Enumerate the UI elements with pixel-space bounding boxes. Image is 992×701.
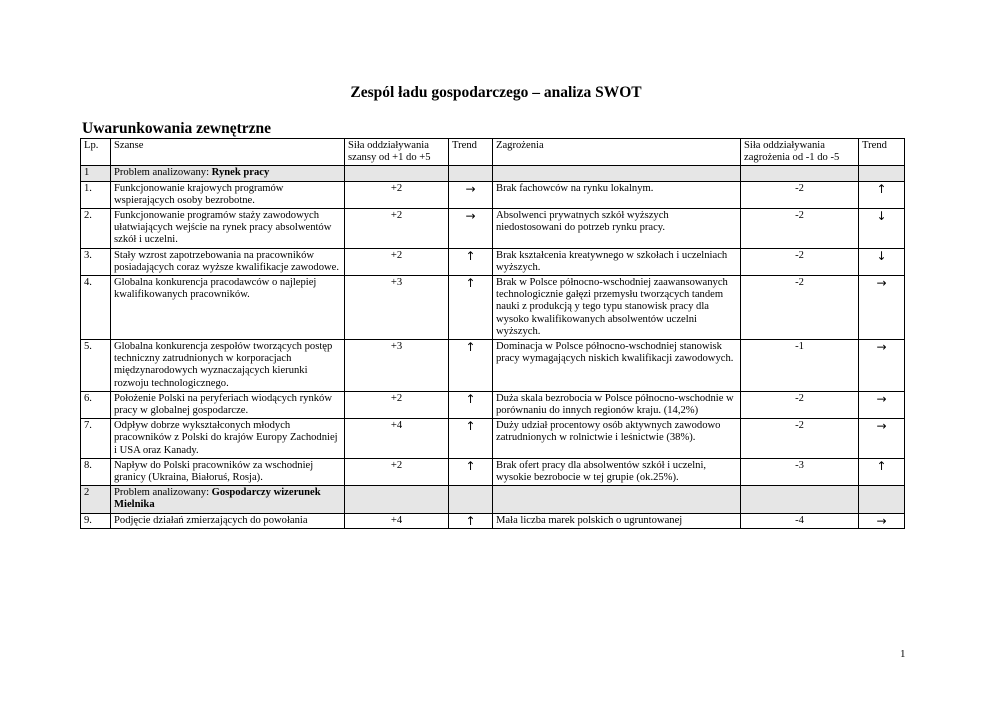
trend-arrow-icon: ↑ (449, 276, 493, 340)
table-row (81, 340, 905, 392)
table-row (81, 419, 905, 459)
table-row (81, 458, 905, 485)
row-sila-zagrozenia: -2 (741, 276, 859, 340)
header-szanse: Szanse (111, 139, 345, 166)
trend-arrow-icon: ↑ (449, 391, 493, 418)
trend-arrow-icon: → (859, 419, 905, 459)
problem-empty-cell (493, 166, 741, 181)
row-szansa: Odpływ dobrze wykształconych młodych pracowników z Polski do krajów Europy Zachodniej i USA oraz Kanady. (111, 419, 345, 459)
row-sila-szansy: +2 (345, 458, 449, 485)
row-sila-szansy: +4 (345, 513, 449, 528)
row-zagrozenie: Mała liczba marek polskich o ugruntowanej (493, 513, 741, 528)
row-lp: 5. (81, 340, 111, 392)
row-szansa: Globalna konkurencja pracodawców o najlepiej kwalifikowanych pracowników. (111, 276, 345, 340)
document-title: Zespól ładu gospodarczego – analiza SWOT (350, 84, 642, 101)
trend-arrow-icon: ↓ (859, 248, 905, 275)
row-szansa: Funkcjonowanie krajowych programów wspierających osoby bezrobotne. (111, 181, 345, 208)
trend-arrow-icon: → (449, 181, 493, 208)
row-lp: 8. (81, 458, 111, 485)
problem-label: Problem analizowany: Rynek pracy (111, 166, 345, 181)
row-sila-szansy: +4 (345, 419, 449, 459)
problem-row (81, 486, 905, 513)
section-heading: Uwarunkowania zewnętrzne (82, 120, 271, 137)
problem-empty-cell (449, 166, 493, 181)
row-lp: 7. (81, 419, 111, 459)
row-szansa: Stały wzrost zapotrzebowania na pracowników posiadających coraz wyższe kwalifikacje zawodowe. (111, 248, 345, 275)
problem-empty-cell (345, 486, 449, 513)
row-zagrozenie: Brak kształcenia kreatywnego w szkołach i uczelniach wyższych. (493, 248, 741, 275)
problem-empty-cell (345, 166, 449, 181)
row-sila-szansy: +2 (345, 248, 449, 275)
header-sila-szansy: Siła oddziaływania szansy od +1 do +5 (345, 139, 449, 166)
row-lp: 3. (81, 248, 111, 275)
table-row (81, 276, 905, 340)
table-header-row (81, 139, 905, 166)
row-sila-zagrozenia: -2 (741, 181, 859, 208)
row-lp: 9. (81, 513, 111, 528)
trend-arrow-icon: ↑ (859, 458, 905, 485)
problem-empty-cell (859, 486, 905, 513)
problem-number: 2 (81, 486, 111, 513)
row-sila-szansy: +3 (345, 276, 449, 340)
swot-table (80, 138, 905, 529)
row-lp: 1. (81, 181, 111, 208)
row-sila-szansy: +2 (345, 209, 449, 249)
row-lp: 2. (81, 209, 111, 249)
row-szansa: Napływ do Polski pracowników za wschodniej granicy (Ukraina, Białoruś, Rosja). (111, 458, 345, 485)
row-lp: 6. (81, 391, 111, 418)
table-row (81, 209, 905, 249)
row-sila-zagrozenia: -1 (741, 340, 859, 392)
row-szansa: Globalna konkurencja zespołów tworzących postęp techniczny zatrudnionych w korporacjach międzynarodowych wyznaczających kierunki rozwoju technologicznego. (111, 340, 345, 392)
trend-arrow-icon: ↓ (859, 209, 905, 249)
row-sila-szansy: +3 (345, 340, 449, 392)
problem-name: Rynek pracy (211, 167, 270, 179)
trend-arrow-icon: ↑ (449, 458, 493, 485)
problem-row (81, 166, 905, 181)
trend-arrow-icon: ↑ (449, 513, 493, 528)
header-trend-zagrozenia: Trend (859, 139, 905, 166)
problem-empty-cell (493, 486, 741, 513)
row-sila-zagrozenia: -2 (741, 248, 859, 275)
row-sila-zagrozenia: -2 (741, 391, 859, 418)
row-zagrozenie: Duży udział procentowy osób aktywnych zawodowo zatrudnionych w rolnictwie i leśnictwie (38%). (493, 419, 741, 459)
problem-label: Problem analizowany: Gospodarczy wizerunek Mielnika (111, 486, 345, 513)
header-sila-zagrozenia: Siła oddziaływania zagrożenia od -1 do -5 (741, 139, 859, 166)
trend-arrow-icon: → (449, 209, 493, 249)
trend-arrow-icon: ↑ (449, 248, 493, 275)
header-zagrozenia: Zagrożenia (493, 139, 741, 166)
header-lp: Lp. (81, 139, 111, 166)
problem-empty-cell (859, 166, 905, 181)
row-szansa: Położenie Polski na peryferiach wiodących rynków pracy w globalnej gospodarcze. (111, 391, 345, 418)
table-row (81, 181, 905, 208)
row-sila-szansy: +2 (345, 391, 449, 418)
row-zagrozenie: Brak ofert pracy dla absolwentów szkół i uczelni, wysokie bezrobocie w tej grupie (ok.25%). (493, 458, 741, 485)
table-row (81, 391, 905, 418)
row-lp: 4. (81, 276, 111, 340)
trend-arrow-icon: → (859, 276, 905, 340)
row-zagrozenie: Duża skala bezrobocia w Polsce północno-wschodnie w porównaniu do innych regionów kraju. (14,2%) (493, 391, 741, 418)
row-sila-zagrozenia: -2 (741, 419, 859, 459)
trend-arrow-icon: → (859, 340, 905, 392)
trend-arrow-icon: → (859, 513, 905, 528)
row-szansa: Funkcjonowanie programów staży zawodowych ułatwiających wejście na rynek pracy absolwentów szkół i uczelni. (111, 209, 345, 249)
table-row (81, 513, 905, 528)
table-row (81, 248, 905, 275)
row-zagrozenie: Brak w Polsce północno-wschodniej zaawansowanych technologicznie gałęzi przemysłu tworzących tandem nauki z produkcją y tego typu stanowisk pracy dla wysoko kwalifikowanych absolwentów uczelni wyższych. (493, 276, 741, 340)
page-number: 1 (900, 648, 906, 660)
row-zagrozenie: Dominacja w Polsce północno-wschodniej stanowisk pracy wymagających niskich kwalifikacji zawodowych. (493, 340, 741, 392)
row-zagrozenie: Brak fachowców na rynku lokalnym. (493, 181, 741, 208)
problem-empty-cell (449, 486, 493, 513)
row-szansa: Podjęcie działań zmierzających do powołania (111, 513, 345, 528)
row-zagrozenie: Absolwenci prywatnych szkół wyższych niedostosowani do potrzeb rynku pracy. (493, 209, 741, 249)
problem-name: Gospodarczy wizerunek Mielnika (114, 487, 321, 511)
header-trend-szanse: Trend (449, 139, 493, 166)
problem-number: 1 (81, 166, 111, 181)
problem-empty-cell (741, 166, 859, 181)
trend-arrow-icon: ↑ (449, 419, 493, 459)
problem-empty-cell (741, 486, 859, 513)
trend-arrow-icon: ↑ (859, 181, 905, 208)
row-sila-zagrozenia: -4 (741, 513, 859, 528)
trend-arrow-icon: ↑ (449, 340, 493, 392)
table-body (81, 166, 905, 528)
row-sila-szansy: +2 (345, 181, 449, 208)
row-sila-zagrozenia: -2 (741, 209, 859, 249)
trend-arrow-icon: → (859, 391, 905, 418)
row-sila-zagrozenia: -3 (741, 458, 859, 485)
